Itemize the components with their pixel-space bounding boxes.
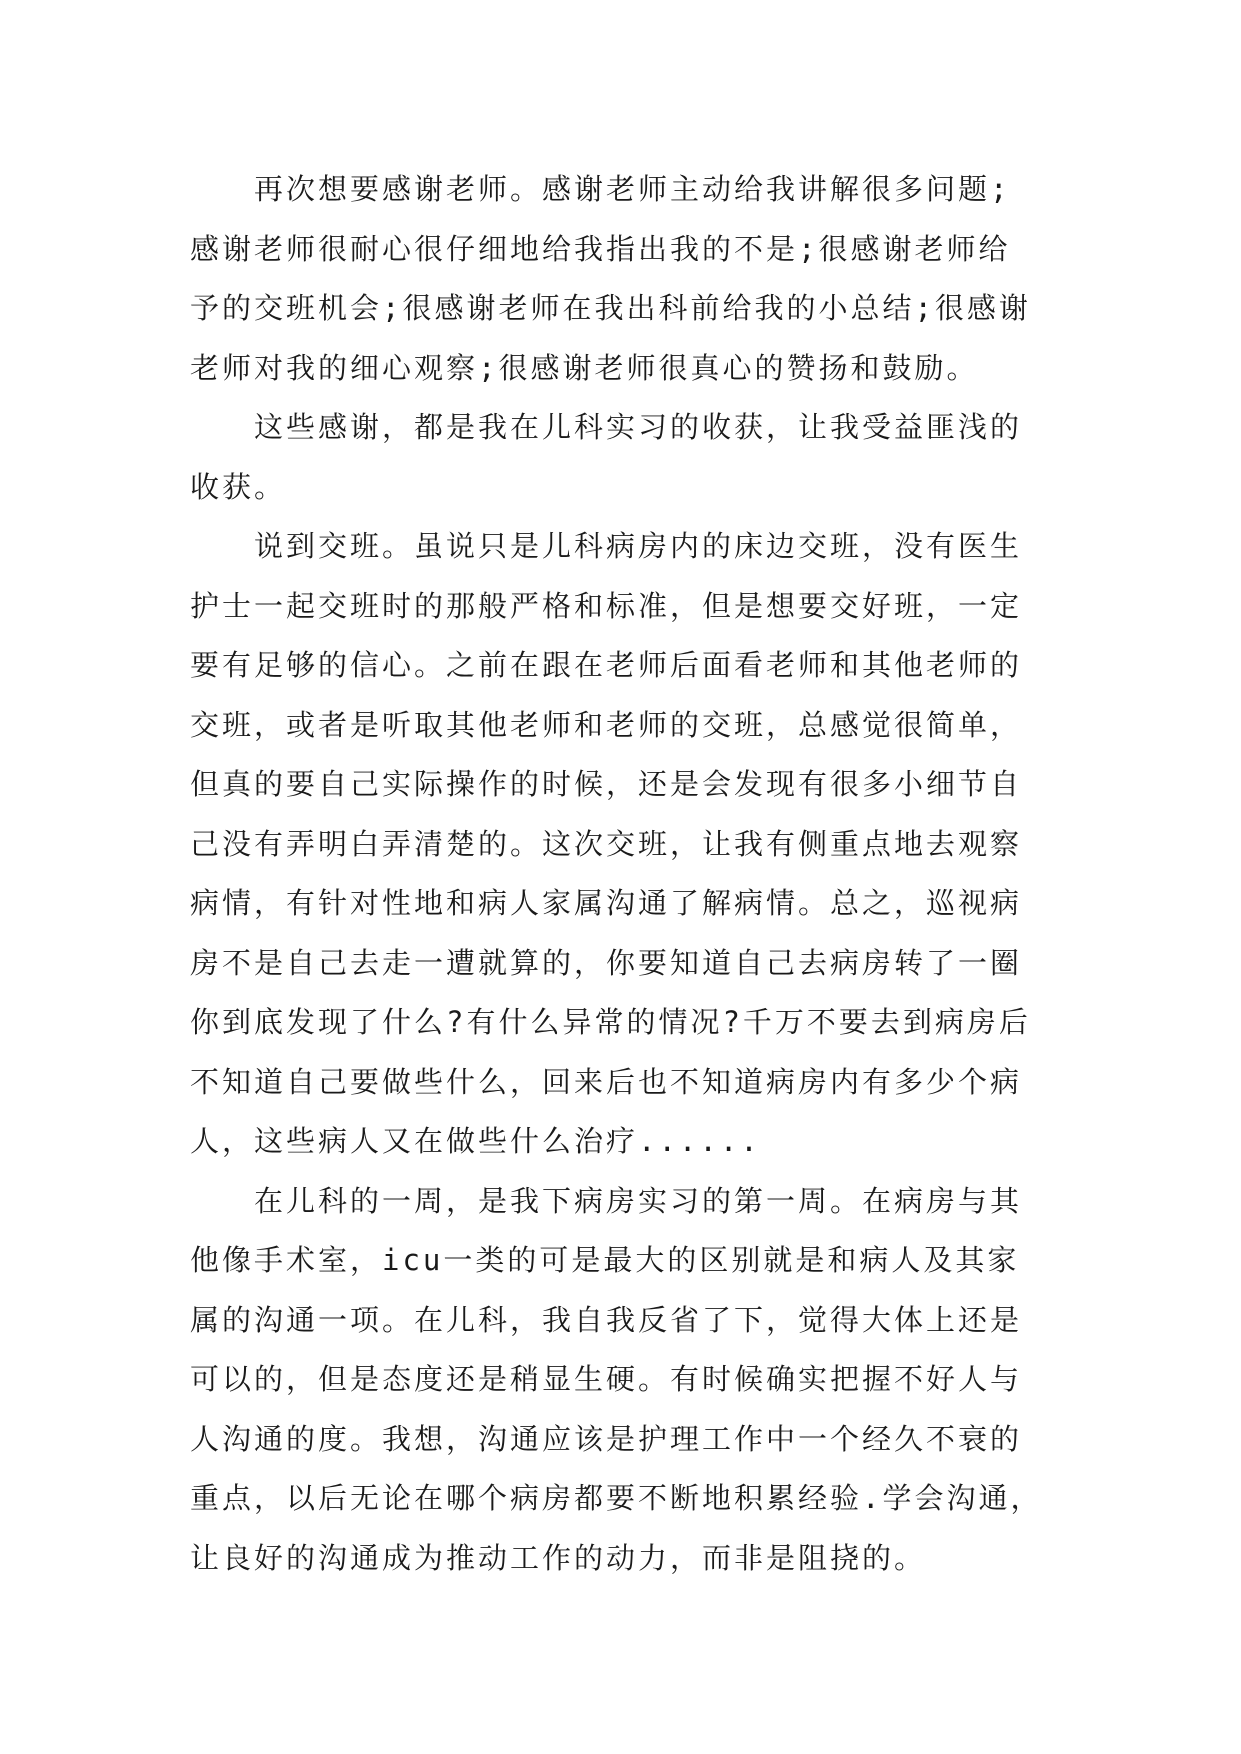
text-line: 让良好的沟通成为推动工作的动力，而非是阻挠的。 [190,1540,927,1575]
text-line: 病情，有针对性地和病人家属沟通了解病情。总之，巡视病 [190,886,1023,920]
text-line: 要有足够的信心。之前在跟在老师后面看老师和其他老师的 [190,648,1023,682]
text-line: 重点，以后无论在哪个病房都要不断地积累经验.学会沟通， [190,1481,1043,1515]
text-line: 可以的，但是态度还是稍显生硬。有时候确实把握不好人与 [190,1362,1023,1396]
text-line: 在儿科的一周，是我下病房实习的第一周。在病房与其 [254,1183,1023,1218]
text-line: 交班，或者是听取其他老师和老师的交班，总感觉很简单， [190,707,1023,742]
text-line: 这些感谢，都是我在儿科实习的收获，让我受益匪浅的 [254,410,1023,444]
text-line: 护士一起交班时的那般严格和标准，但是想要交好班，一定 [190,588,1023,623]
paragraph-thanks [190,160,1060,398]
text-line: 人，这些病人又在做些什么治疗...... [190,1124,761,1158]
text-line: 老师对我的细心观察;很感谢老师很真心的赞扬和鼓励。 [190,350,979,385]
text-line: 但真的要自己实际操作的时候，还是会发现有很多小细节自 [190,767,1023,801]
text-line: 再次想要感谢老师。感谢老师主动给我讲解很多问题; [254,172,1011,206]
text-line: 不知道自己要做些什么，回来后也不知道病房内有多少个病 [190,1064,1023,1099]
text-line: 房不是自己去走一遭就算的，你要知道自己去病房转了一圈 [190,945,1023,980]
text-line: 予的交班机会;很感谢老师在我出科前给我的小总结;很感谢 [190,291,1031,325]
document-body [190,160,1060,1588]
text-line: 收获。 [190,469,287,504]
text-line: 感谢老师很耐心很仔细地给我指出我的不是;很感谢老师给 [190,231,1011,266]
text-line: 说到交班。虽说只是儿科病房内的床边交班，没有医生 [254,529,1023,563]
text-line: 他像手术室，icu一类的可是最大的区别就是和病人及其家 [190,1243,1020,1277]
paragraph-handover [190,517,1060,1172]
text-line: 属的沟通一项。在儿科，我自我反省了下，觉得大体上还是 [190,1302,1023,1337]
paragraph-gains [190,398,1060,517]
text-line: 人沟通的度。我想，沟通应该是护理工作中一个经久不衰的 [190,1421,1023,1456]
text-line: 己没有弄明白弄清楚的。这次交班，让我有侧重点地去观察 [190,826,1023,861]
paragraph-communication [190,1172,1060,1589]
text-line: 你到底发现了什么?有什么异常的情况?千万不要去到病房后 [190,1005,1031,1039]
